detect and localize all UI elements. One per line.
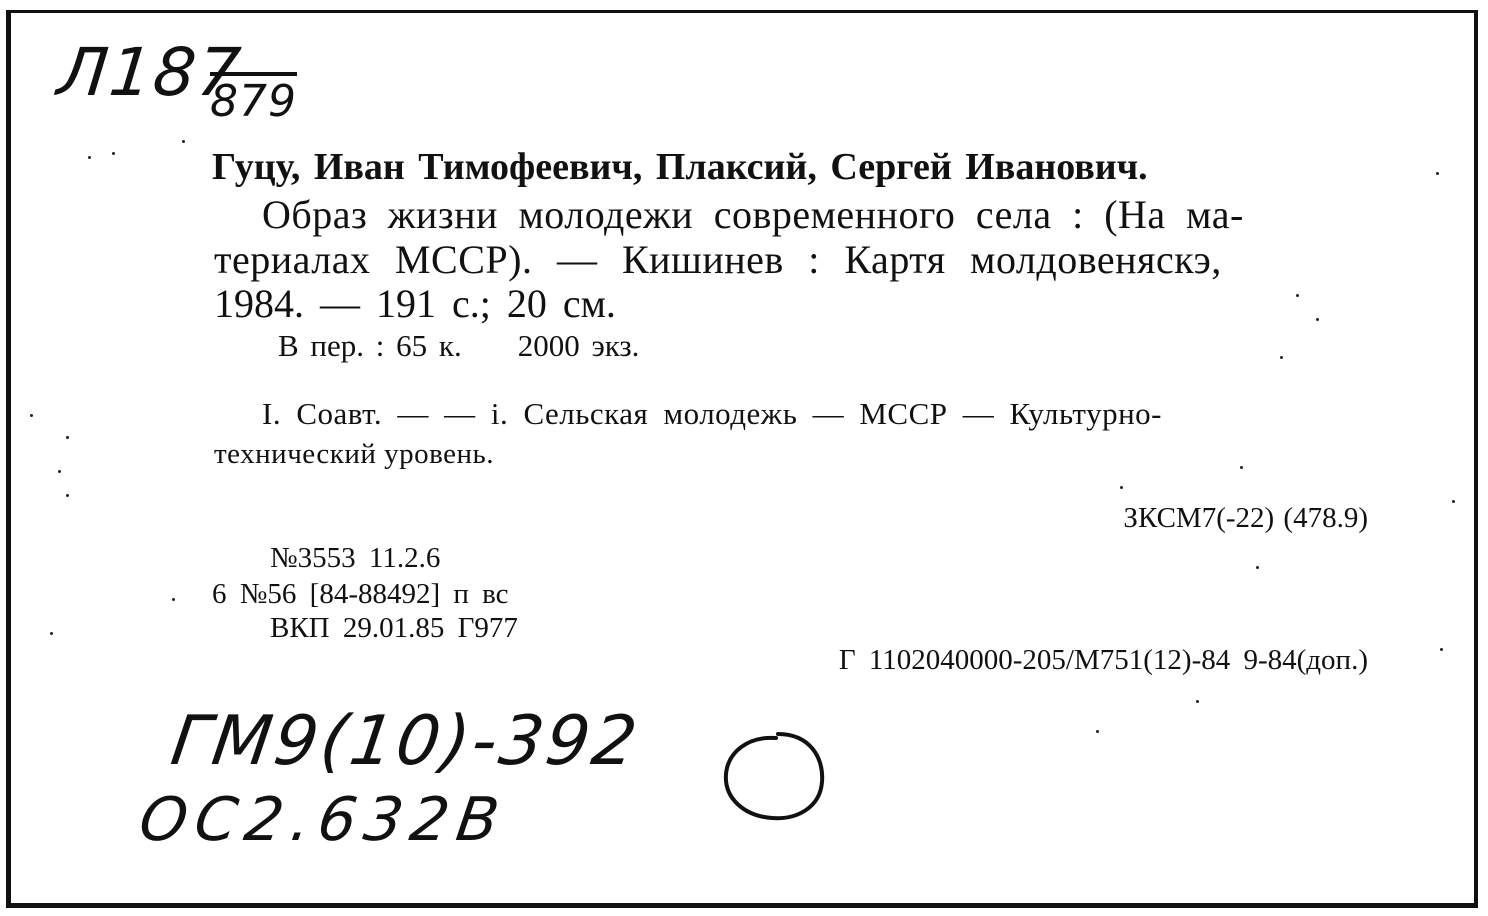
scan-speck [1280, 356, 1283, 359]
scan-speck [1316, 318, 1319, 321]
scan-speck [1256, 566, 1259, 569]
scan-speck [112, 152, 115, 155]
subjects-line-2: технический уровень. [214, 438, 495, 470]
title-line-3: 1984. — 191 с.; 20 см. [214, 281, 616, 326]
authors-heading: Гуцу, Иван Тимофеевич, Плаксий, Сергей Иванович. [212, 146, 1148, 188]
handwritten-code-2: ОС2.632В [135, 785, 511, 855]
scan-speck [1452, 500, 1455, 503]
scan-speck [66, 436, 69, 439]
scan-speck [88, 156, 91, 159]
title-line-1: Образ жизни молодежи современного села : (На ма- [262, 192, 1244, 237]
scan-speck [1096, 730, 1099, 733]
classification-code: ЗКСМ7(-22) (478.9) [1123, 502, 1368, 534]
inventory-line-2: 6 №56 [84-88492] п вс [212, 578, 509, 610]
scan-speck [1440, 648, 1443, 651]
scan-speck [58, 470, 61, 473]
bbk-code: Г 1102040000-205/М751(12)-84 9-84(доп.) [838, 644, 1368, 676]
title-line-2: териалах МССР). — Кишинев : Картя молдовеняскэ, [214, 237, 1222, 282]
scan-speck [1240, 466, 1243, 469]
handwritten-code-1: ГМ9(10)-392 [166, 702, 645, 781]
scan-speck [1296, 294, 1299, 297]
subjects-line-1: I. Соавт. — — i. Сельская молодежь — МССР — Культурно- [262, 396, 1162, 431]
scan-speck [172, 598, 175, 601]
scan-speck [1436, 172, 1439, 175]
scan-speck [1196, 700, 1199, 703]
scan-speck [66, 494, 69, 497]
scan-speck [50, 632, 53, 635]
print-run: 2000 экз. [517, 328, 640, 363]
scan-speck [1120, 486, 1123, 489]
scan-speck [182, 140, 185, 143]
hand-drawn-circle-icon [718, 728, 828, 824]
scan-speck [30, 414, 33, 417]
handwritten-call-number: Л187 [54, 34, 246, 111]
handwritten-call-number-superscript: 879 [210, 76, 297, 127]
price-line [278, 330, 639, 361]
inventory-line-1: №3553 11.2.6 [270, 542, 441, 574]
inventory-line-3: ВКП 29.01.85 Г977 [270, 612, 518, 644]
price: В пер. : 65 к. [278, 328, 462, 363]
